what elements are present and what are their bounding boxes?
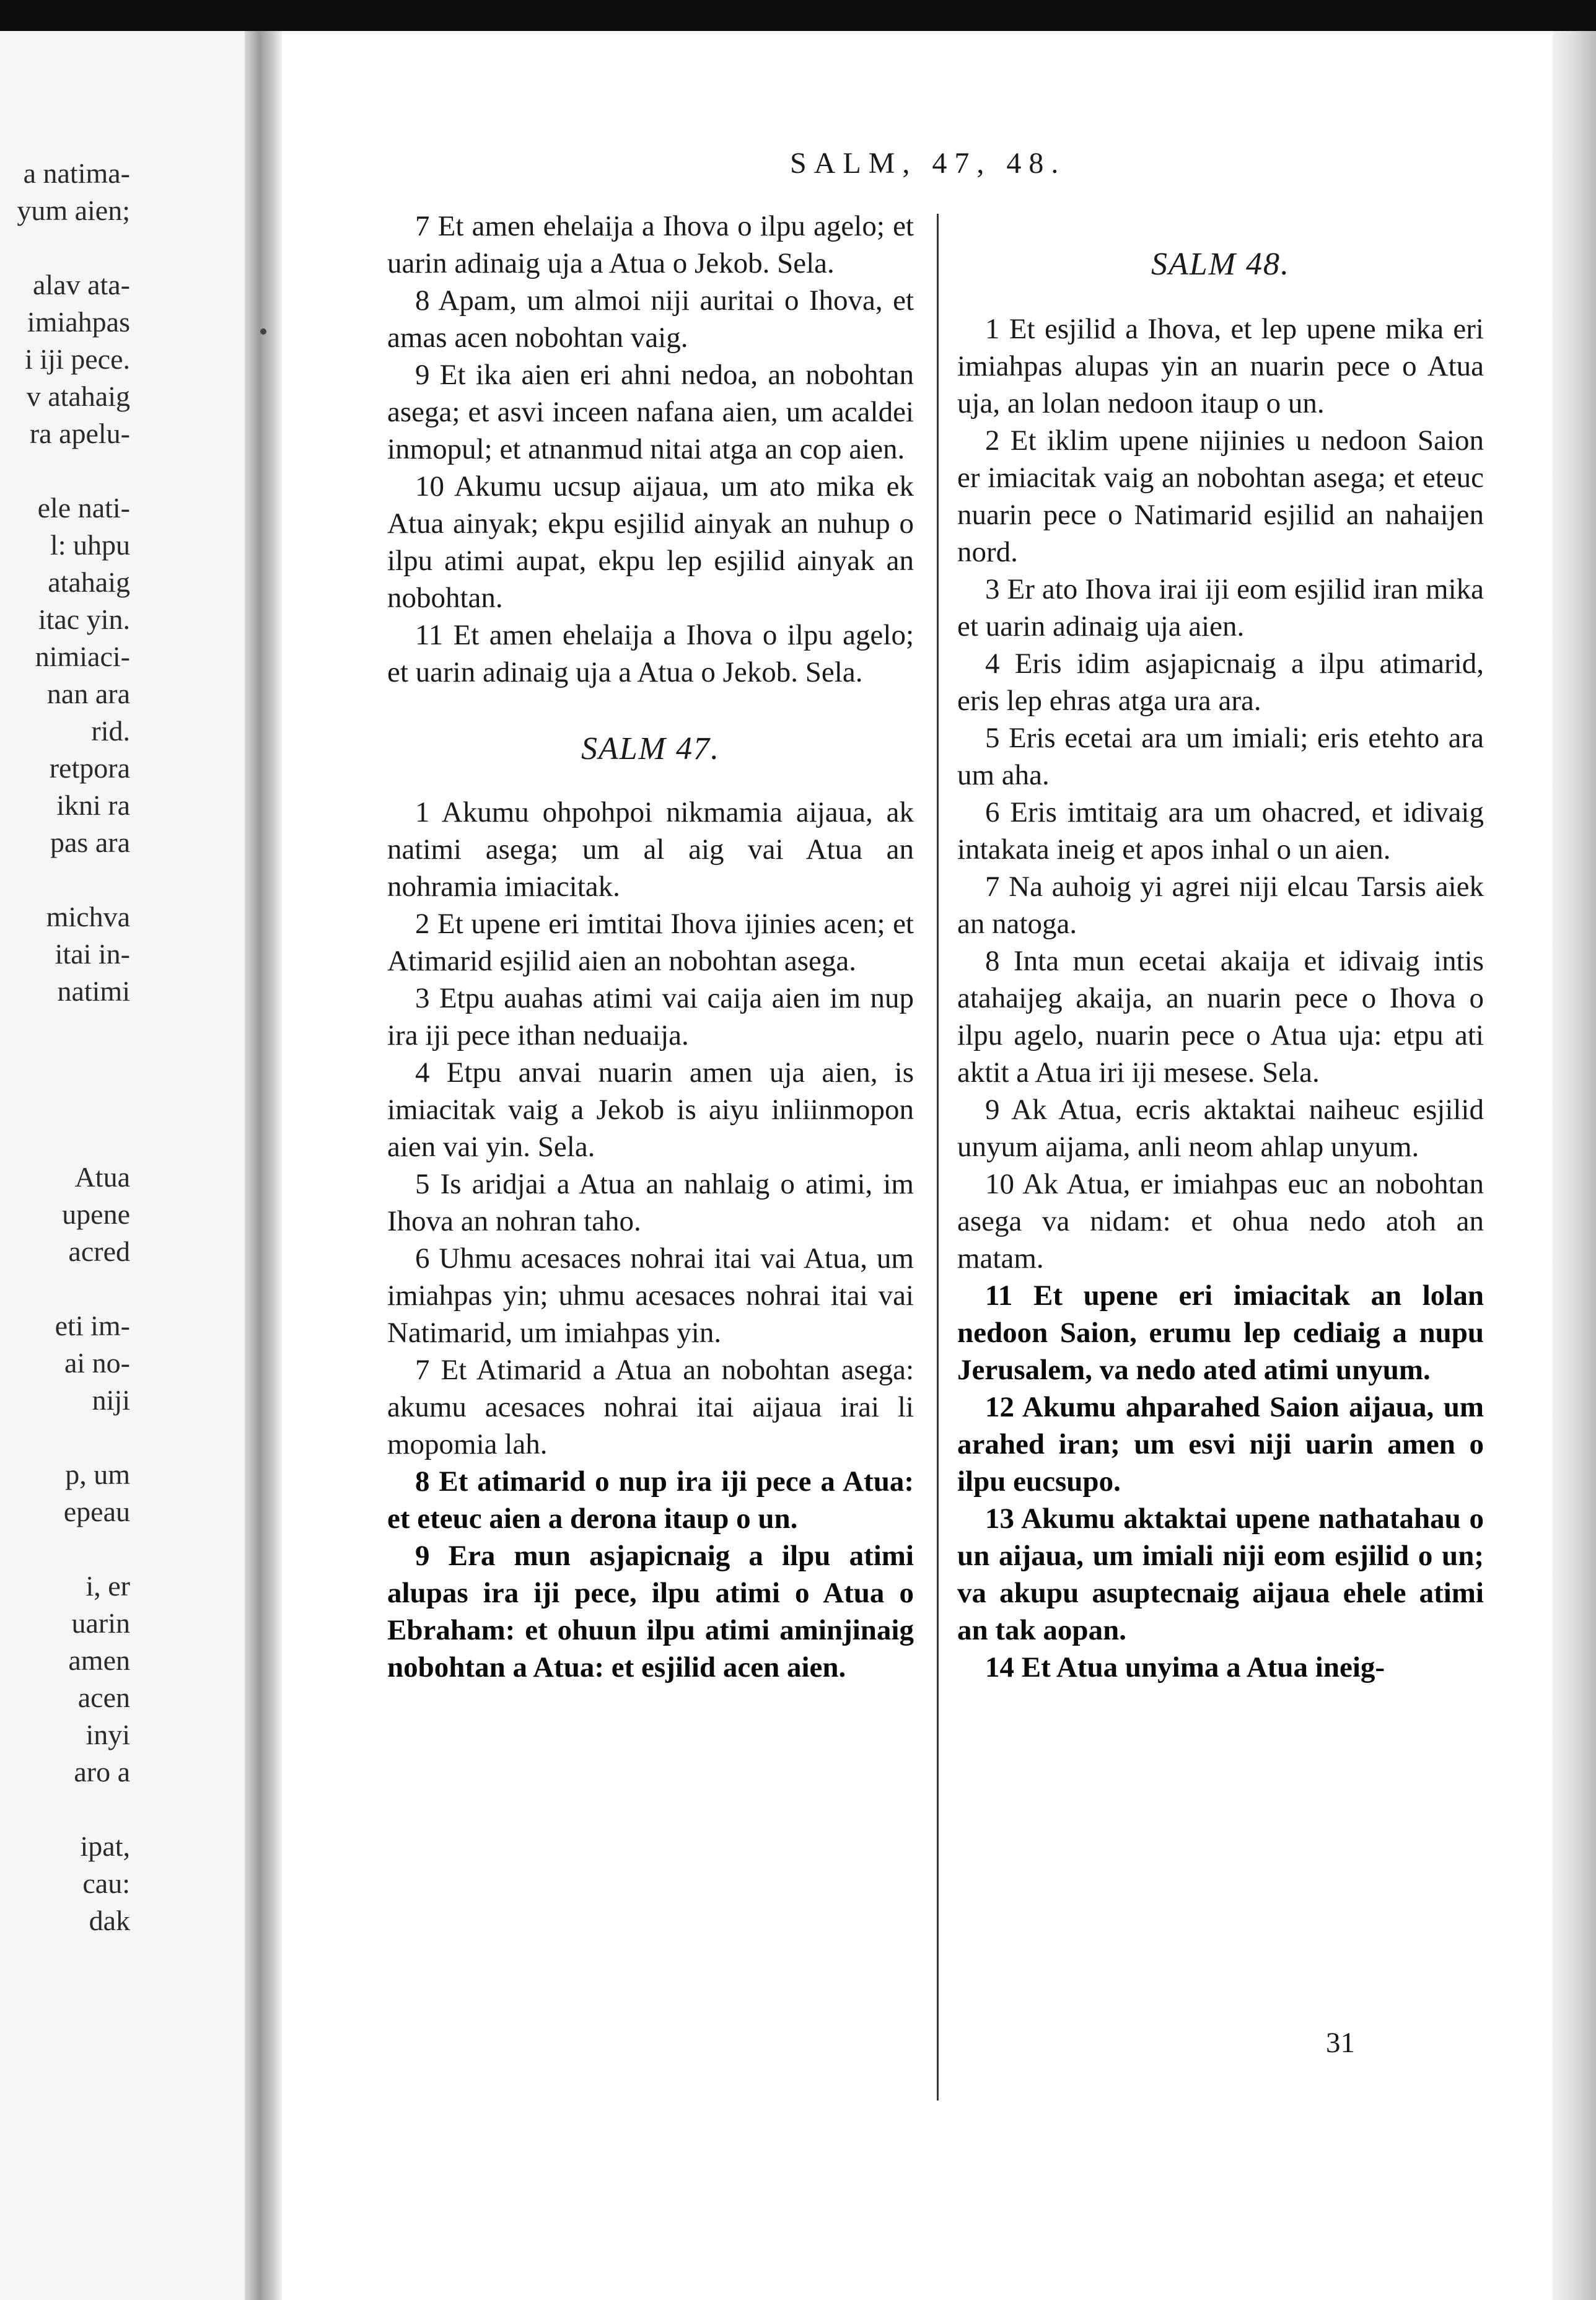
previous-page-line: p, um [65,1459,130,1490]
verse: 14 Et Atua unyima a Atua ineig- [985,1651,1385,1683]
verse: 9 Ak Atua, ecris aktaktai naiheuc esjilid unyum aijama, anli neom ahlap unyum. [957,1094,1484,1163]
previous-page-line: amen [68,1644,130,1676]
verse: 13 Akumu aktaktai upene nathatahau o un aijaua, um imiali niji eom esjilid o un; va akupu asuptecnaig aijaua ehele atimi an tak aopan. [957,1503,1484,1646]
previous-page-line: uarin [71,1607,130,1639]
previous-page-line: Atua [74,1161,130,1193]
psalm-48-verses [957,310,1484,1686]
page-edge-shadow [1553,31,1596,2300]
previous-page-line: i, er [86,1570,130,1602]
page-number: 31 [1326,2027,1355,2059]
verse: 7 Et Atimarid a Atua an nobohtan asega: akumu acesaces nohrai itai aijaua irai li mopomia lah. [387,1354,914,1460]
column-rule [937,214,939,2100]
verse: 12 Akumu ahparahed Saion aijaua, um arahed iran; um esvi niji uarin amen o ilpu eucsupo. [957,1391,1484,1498]
previous-page-line: itai in- [55,938,130,970]
verse: 4 Eris idim asjapicnaig a ilpu atimarid, eris lep ehras atga ura ara. [957,647,1484,717]
previous-page-line: acred [68,1236,130,1267]
left-column [387,208,914,1686]
verse: 5 Is aridjai a Atua an nahlaig o atimi, im Ihova an nohran taho. [387,1168,914,1237]
previous-page-line: upene [62,1198,130,1230]
right-column [957,208,1484,1686]
previous-page-line: epeau [63,1496,130,1527]
previous-page-line: aro a [74,1756,130,1788]
previous-page-line: michva [46,901,130,933]
previous-page-line: ikni ra [56,789,130,821]
verse: 8 Inta mun ecetai akaija et idivaig intis atahaijeg akaija, an nuarin pece o Ihova o ilpu agelo, nuarin pece o Atua uja: etpu ati aktit a Atua iri iji mesese. Sela. [957,945,1484,1089]
previous-page-line: rid. [91,715,130,747]
verse: 2 Et iklim upene nijinies u nedoon Saion er imiacitak vaig an nobohtan asega; et eteuc nuarin pece o Natimarid esjilid an nahaijen nord. [957,424,1484,568]
verse: 3 Er ato Ihova irai iji eom esjilid iran mika et uarin adinaig uja aien. [957,573,1484,643]
running-head: SALM, 47, 48. [790,147,1066,180]
previous-page-line: yum aien; [17,195,130,226]
psalm-47-verses [387,794,914,1686]
verse: 7 Et amen ehelaija a Ihova o ilpu agelo; et uarin adinaig uja a Atua o Jekob. Sela. [387,210,914,279]
verse: 2 Et upene eri imtitai Ihova ijinies acen; et Atimarid esjilid aien an nobohtan asega. [387,908,914,977]
psalm-47-heading: SALM 47. [581,731,720,766]
verse: 11 Et upene eri imiacitak an lolan nedoon Saion, erumu lep cediaig a nupu Jerusalem, va nedo ated atimi unyum. [957,1279,1484,1386]
psalm-46-ending [387,208,914,691]
verse: 7 Na auhoig yi agrei niji elcau Tarsis aiek an natoga. [957,871,1484,940]
previous-page-line: v atahaig [26,380,130,412]
previous-page-line: ai no- [64,1347,130,1379]
previous-page-line: ipat, [80,1830,130,1862]
previous-page-line: a natima- [23,157,130,189]
verse: 9 Et ika aien eri ahni nedoa, an nobohtan asega; et asvi inceen nafana aien, um acaldei inmopul; et atnanmud nitai atga an cop aien. [387,359,914,465]
previous-page-line: retpora [49,752,130,784]
book-gutter-shadow [245,31,282,2300]
previous-page-line: dak [89,1905,130,1936]
verse: 1 Et esjilid a Ihova, et lep upene mika eri imiahpas alupas yin an nuarin pece o Atua uja, an lolan nedoon itaup o un. [957,313,1484,419]
verse: 6 Eris imtitaig ara um ohacred, et idivaig intakata ineig et apos inhal o un aien. [957,796,1484,866]
previous-page-line: imiahpas [27,306,130,338]
previous-page-line: ra apelu- [29,418,130,449]
verse: 5 Eris ecetai ara um imiali; eris etehto ara um aha. [957,722,1484,791]
previous-page-line: alav ata- [32,269,130,301]
previous-page-line: pas ara [50,827,130,858]
previous-page-line: l: uhpu [50,529,130,561]
previous-page-line: nimiaci- [35,641,130,672]
verse: 1 Akumu ohpohpoi nikmamia aijaua, ak natimi asega; um al aig vai Atua an nohramia imiacitak. [387,796,914,903]
verse: 8 Et atimarid o nup ira iji pece a Atua: et eteuc aien a derona itaup o un. [387,1465,914,1535]
previous-page-line: acen [77,1682,130,1713]
previous-page-line: eti im- [55,1310,130,1341]
verse: 10 Ak Atua, er imiahpas euc an nobohtan asega va nidam: et ohua nedo atoh an matam. [957,1168,1484,1275]
verse: 11 Et amen ehelaija a Ihova o ilpu agelo; et uarin adinaig uja a Atua o Jekob. Sela. [387,619,914,688]
verse: 10 Akumu ucsup aijaua, um ato mika ek Atua ainyak; ekpu esjilid ainyak an nuhup o ilpu atimi aupat, ekpu lep esjilid ainyak an nobohtan. [387,470,914,614]
previous-page-line: nan ara [46,678,130,709]
previous-page-line: ele nati- [37,492,130,524]
verse: 9 Era mun asjapicnaig a ilpu atimi alupas ira iji pece, ilpu atimi o Atua o Ebraham: et ohuun ilpu atimi aminjinaig nobohtan a Atua: et esjilid acen aien. [387,1540,914,1683]
scan-top-edge [0,0,1596,31]
verse: 8 Apam, um almoi niji auritai o Ihova, et amas acen nobohtan vaig. [387,284,914,354]
verse: 3 Etpu auahas atimi vai caija aien im nup ira iji pece ithan neduaija. [387,982,914,1051]
verse: 4 Etpu anvai nuarin amen uja aien, is imiacitak vaig a Jekob is aiyu inliinmopon aien vai yin. Sela. [387,1056,914,1163]
binding-mark [260,328,266,335]
previous-page-line: itac yin. [38,604,130,635]
verse: 6 Uhmu acesaces nohrai itai vai Atua, um imiahpas yin; uhmu acesaces nohrai itai vai Natimarid, um imiahpas yin. [387,1242,914,1349]
previous-page-line: i iji pece. [25,343,130,375]
psalm-48-heading: SALM 48. [1151,247,1290,282]
previous-page-line: atahaig [48,566,130,598]
previous-page-line: inyi [86,1719,130,1750]
previous-page-line: cau: [82,1868,130,1899]
previous-page-line: natimi [57,975,130,1007]
previous-page-line: niji [92,1384,130,1416]
